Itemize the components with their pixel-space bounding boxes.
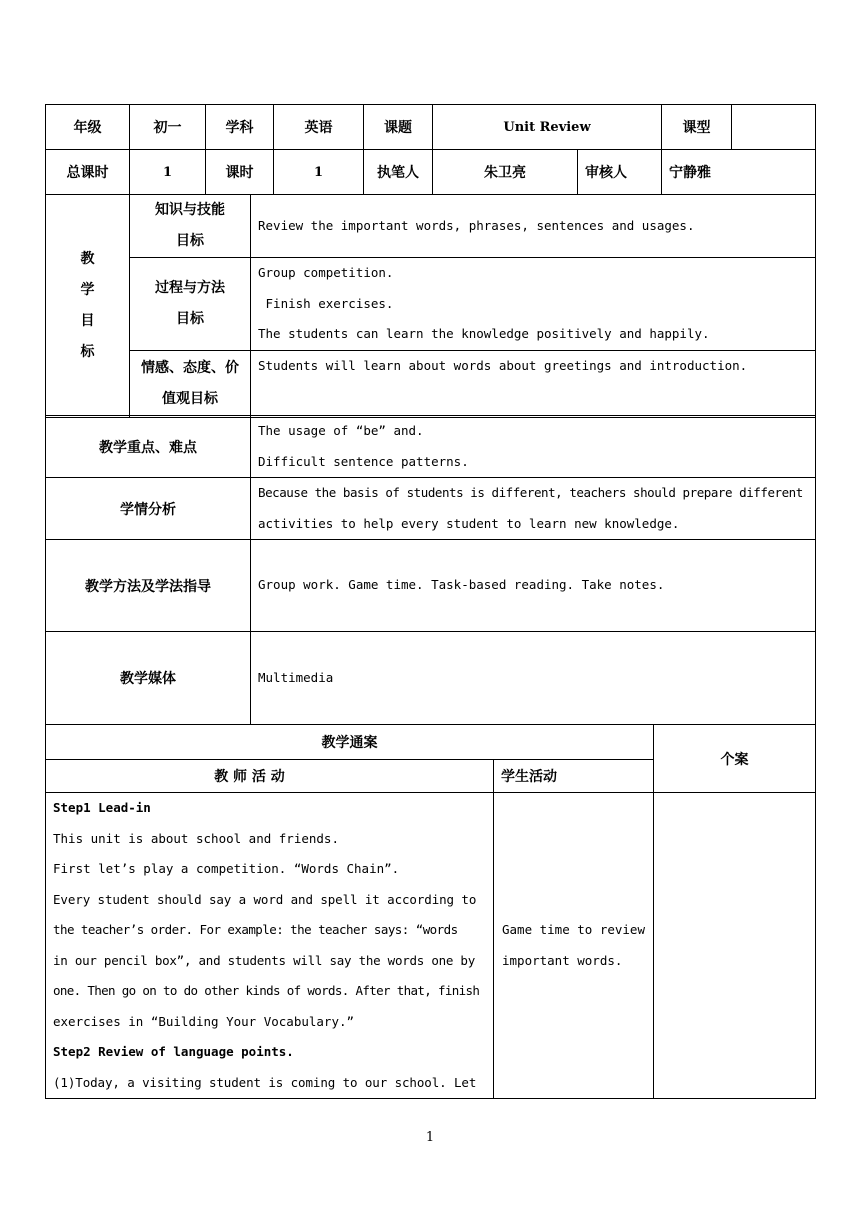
header-table-row2: [45, 149, 816, 195]
plan-table: [45, 724, 816, 1099]
list-item: Every student should say a word and spell it according to: [53, 891, 477, 907]
reviewer-value: 宁静雅: [662, 150, 816, 195]
subject-label: 学科: [206, 105, 274, 150]
objectives-label: 教 学 目 标: [46, 195, 130, 418]
list-item: one. Then go on to do other kinds of words. After that, finish: [53, 983, 480, 998]
list-item: This unit is about school and friends.: [53, 830, 339, 846]
teacher-activity-label: 教 师 活 动: [46, 760, 494, 793]
type-value: [732, 105, 816, 150]
author-label: 执笔人: [364, 150, 433, 195]
page-number: 1: [425, 1130, 435, 1145]
author-value: 朱卫亮: [433, 150, 578, 195]
list-item: (1)Today, a visiting student is coming to our school. Let: [53, 1074, 477, 1090]
total-hours-label: 总课时: [46, 150, 130, 195]
hours-value: 1: [274, 150, 364, 195]
list-item: First let’s play a competition. “Words Chain”.: [53, 861, 400, 876]
teacher-activity-content: [46, 793, 494, 1099]
individual-plan-content: [654, 793, 816, 1099]
emotion-goal-text: Students will learn about words about greetings and introduction.: [251, 350, 816, 417]
hours-label: 课时: [206, 150, 274, 195]
reviewer-label: 审核人: [578, 150, 662, 195]
common-plan-label: 教学通案: [46, 725, 654, 760]
media-label: 教学媒体: [46, 632, 251, 725]
methods-label: 教学方法及学法指导: [46, 540, 251, 632]
methods-text: Group work. Game time. Task-based reading. Take notes.: [251, 540, 816, 632]
topic-value: Unit Review: [433, 105, 662, 150]
key-points-label: 教学重点、难点: [46, 416, 251, 478]
subject-value: 英语: [274, 105, 364, 150]
header-table: [45, 104, 816, 150]
student-activity-label: 学生活动: [494, 760, 654, 793]
type-label: 课型: [662, 105, 732, 150]
analysis-label: 学情分析: [46, 478, 251, 540]
step2-heading: Step2 Review of language points.: [53, 1044, 294, 1059]
emotion-goal-label: 情感、态度、价 值观目标: [130, 350, 251, 417]
process-goal-label: 过程与方法 目标: [130, 258, 251, 351]
total-hours-value: 1: [130, 150, 206, 195]
step1-heading: Step1 Lead-in: [53, 800, 151, 815]
topic-label: 课题: [364, 105, 433, 150]
grade-value: 初一: [130, 105, 206, 150]
list-item: exercises in “Building Your Vocabulary.”: [53, 1013, 355, 1029]
info-table: [45, 415, 816, 725]
student-activity-content: Game time to review important words.: [494, 793, 654, 1099]
objectives-table: [45, 194, 816, 418]
individual-plan-label: 个案: [654, 725, 816, 793]
list-item: in our pencil box”, and students will say the words one by: [53, 952, 475, 968]
knowledge-goal-label: 知识与技能 目标: [130, 195, 251, 258]
list-item: the teacher’s order. For example: the teacher says: “words: [53, 922, 458, 937]
analysis-text: Because the basis of students is different, teachers should prepare different activities to help every student to learn new knowledge.: [251, 478, 816, 540]
grade-label: 年级: [46, 105, 130, 150]
media-text: Multimedia: [251, 632, 816, 725]
knowledge-goal-text: Review the important words, phrases, sentences and usages.: [251, 195, 816, 258]
key-points-text: The usage of “be” and. Difficult sentence patterns.: [251, 416, 816, 478]
process-goal-text: Group competition. Finish exercises. The students can learn the knowledge positively and happily.: [251, 258, 816, 351]
